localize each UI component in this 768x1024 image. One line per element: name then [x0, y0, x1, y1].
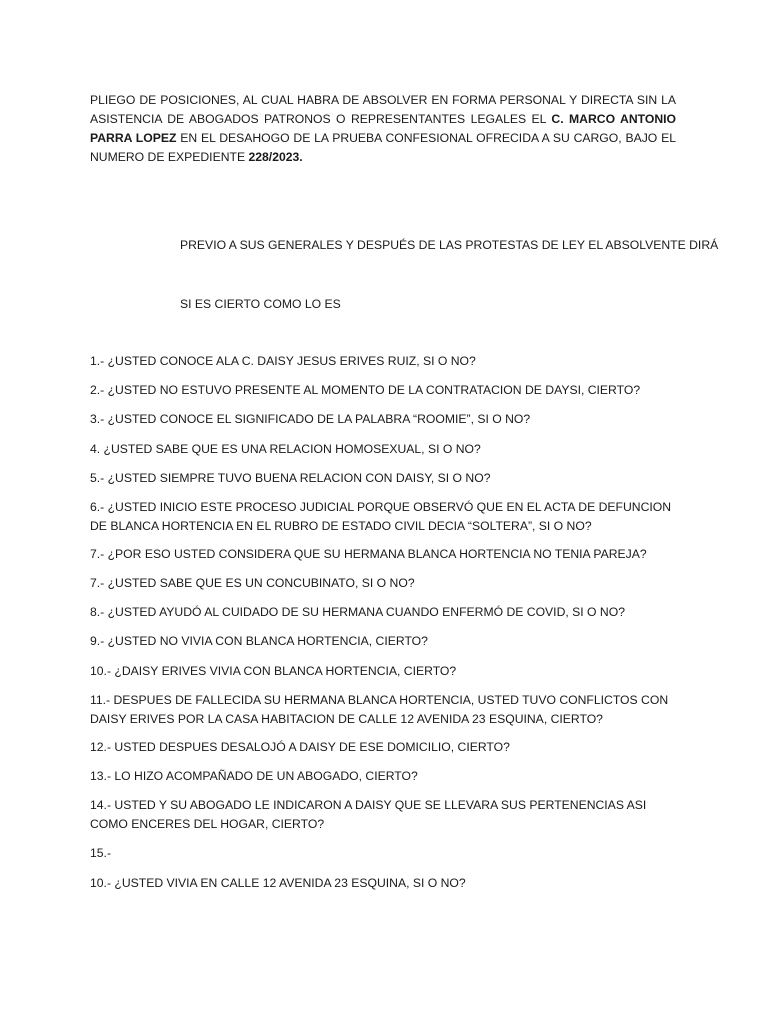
question-item: 4. ¿USTED SABE QUE ES UNA RELACION HOMOSEXUAL, SI O NO? [90, 442, 481, 456]
question-item: 10.- ¿USTED VIVIA EN CALLE 12 AVENIDA 23 ESQUINA, SI O NO? [90, 876, 466, 890]
absolvent-name: C. MARCO ANTONIO PARRA LOPEZ [90, 112, 676, 145]
intro-line: SI ES CIERTO COMO LO ES [180, 297, 341, 311]
case-number: 228/2023. [248, 150, 303, 164]
question-item: 6.- ¿USTED INICIO ESTE PROCESO JUDICIAL PORQUE OBSERVÓ QUE EN EL ACTA DE DEFUNCION DE BLANCA HORTENCIA EN EL RUBRO DE ESTADO CIVIL DECIA “SOLTERA”, SI O NO? [90, 500, 672, 533]
question-item: 10.- ¿DAISY ERIVES VIVIA CON BLANCA HORTENCIA, CIERTO? [90, 664, 457, 678]
question-item: 3.- ¿USTED CONOCE EL SIGNIFICADO DE LA PALABRA “ROOMIE”, SI O NO? [90, 412, 531, 426]
question-item: 5.- ¿USTED SIEMPRE TUVO BUENA RELACION CON DAISY, SI O NO? [90, 471, 491, 485]
question-item: 8.- ¿USTED AYUDÓ AL CUIDADO DE SU HERMANA CUANDO ENFERMÓ DE COVID, SI O NO? [90, 605, 625, 619]
preamble-line: PREVIO A SUS GENERALES Y DESPUÉS DE LAS PROTESTAS DE LEY EL ABSOLVENTE DIRÁ [180, 238, 719, 252]
question-item: 2.- ¿USTED NO ESTUVO PRESENTE AL MOMENTO DE LA CONTRATACION DE DAYSI, CIERTO? [90, 383, 641, 397]
header-text-part2: EN EL DESAHOGO DE LA PRUEBA CONFESIONAL OFRECIDA A SU CARGO, BAJO EL NUMERO DE EXPEDIENTE [90, 131, 676, 164]
header-paragraph [90, 91, 676, 167]
question-item: 9.- ¿USTED NO VIVIA CON BLANCA HORTENCIA, CIERTO? [90, 634, 428, 648]
question-item: 7.- ¿POR ESO USTED CONSIDERA QUE SU HERMANA BLANCA HORTENCIA NO TENIA PAREJA? [90, 547, 647, 561]
question-item: 1.- ¿USTED CONOCE ALA C. DAISY JESUS ERIVES RUIZ, SI O NO? [90, 354, 476, 368]
question-item: 14.- USTED Y SU ABOGADO LE INDICARON A DAISY QUE SE LLEVARA SUS PERTENENCIAS ASI COMO ENCERES DEL HOGAR, CIERTO? [90, 798, 647, 831]
question-item: 12.- USTED DESPUES DESALOJÓ A DAISY DE ESE DOMICILIO, CIERTO? [90, 740, 510, 754]
header-text-part1: PLIEGO DE POSICIONES, AL CUAL HABRA DE ABSOLVER EN FORMA PERSONAL Y DIRECTA SIN LA ASISTENCIA DE ABOGADOS PATRONOS O REPRESENTANTES LEGALES EL [90, 93, 676, 126]
question-item: 11.- DESPUES DE FALLECIDA SU HERMANA BLANCA HORTENCIA, USTED TUVO CONFLICTOS CON DAISY ERIVES POR LA CASA HABITACION DE CALLE 12 AVENIDA 23 ESQUINA, CIERTO? [90, 693, 669, 726]
question-item: 13.- LO HIZO ACOMPAÑADO DE UN ABOGADO, CIERTO? [90, 769, 418, 783]
question-item: 7.- ¿USTED SABE QUE ES UN CONCUBINATO, SI O NO? [90, 576, 415, 590]
question-item: 15.- [90, 846, 112, 860]
